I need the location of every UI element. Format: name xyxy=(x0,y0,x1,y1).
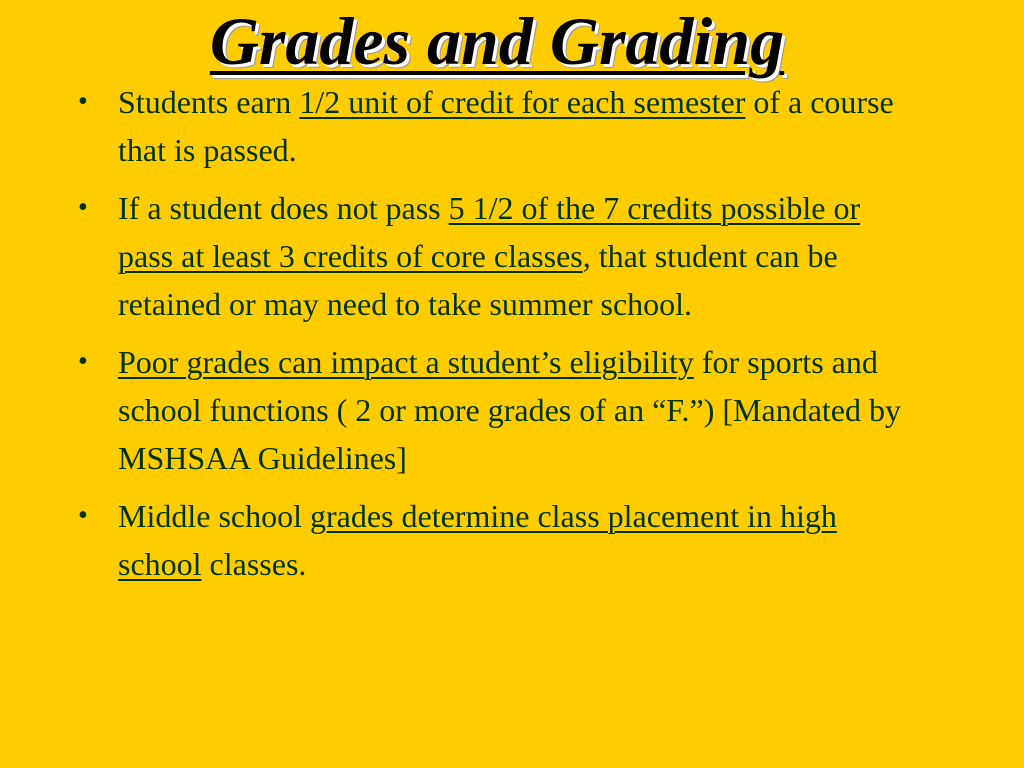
bullet-underlined-text: grades determine class placement in high school xyxy=(118,498,837,582)
bullet-text-pre: Middle school xyxy=(118,498,310,534)
slide-title: Grades and Grading xyxy=(209,3,785,79)
bullet-text-post: classes. xyxy=(201,546,307,582)
bullet-item xyxy=(78,492,908,588)
bullet-underlined-text: 5 1/2 of the 7 credits possible or pass at least 3 credits of core classes xyxy=(118,190,861,274)
bullet-text-post: , that student can be retained or may need to take summer school. xyxy=(118,238,838,322)
bullet-text-post: of a course that is passed. xyxy=(118,84,894,168)
bullet-item xyxy=(78,78,908,174)
bullet-item xyxy=(78,338,908,482)
bullet-text-post: for sports and school functions ( 2 or more grades of an “F.”) [Mandated by MSHSAA Guidelines] xyxy=(118,344,901,476)
bullet-underlined-text: Poor grades can impact a student’s eligibility xyxy=(118,344,694,380)
bullet-icon: • xyxy=(78,346,88,377)
bullet-icon: • xyxy=(78,500,88,531)
bullet-text-pre: If a student does not pass xyxy=(118,190,449,226)
bullet-underlined-text: 1/2 unit of credit for each semester xyxy=(299,84,746,120)
bullet-list xyxy=(78,78,908,598)
bullet-item xyxy=(78,184,908,328)
bullet-icon: • xyxy=(78,86,88,117)
bullet-icon: • xyxy=(78,192,88,223)
bullet-text-pre: Students earn xyxy=(118,84,300,120)
